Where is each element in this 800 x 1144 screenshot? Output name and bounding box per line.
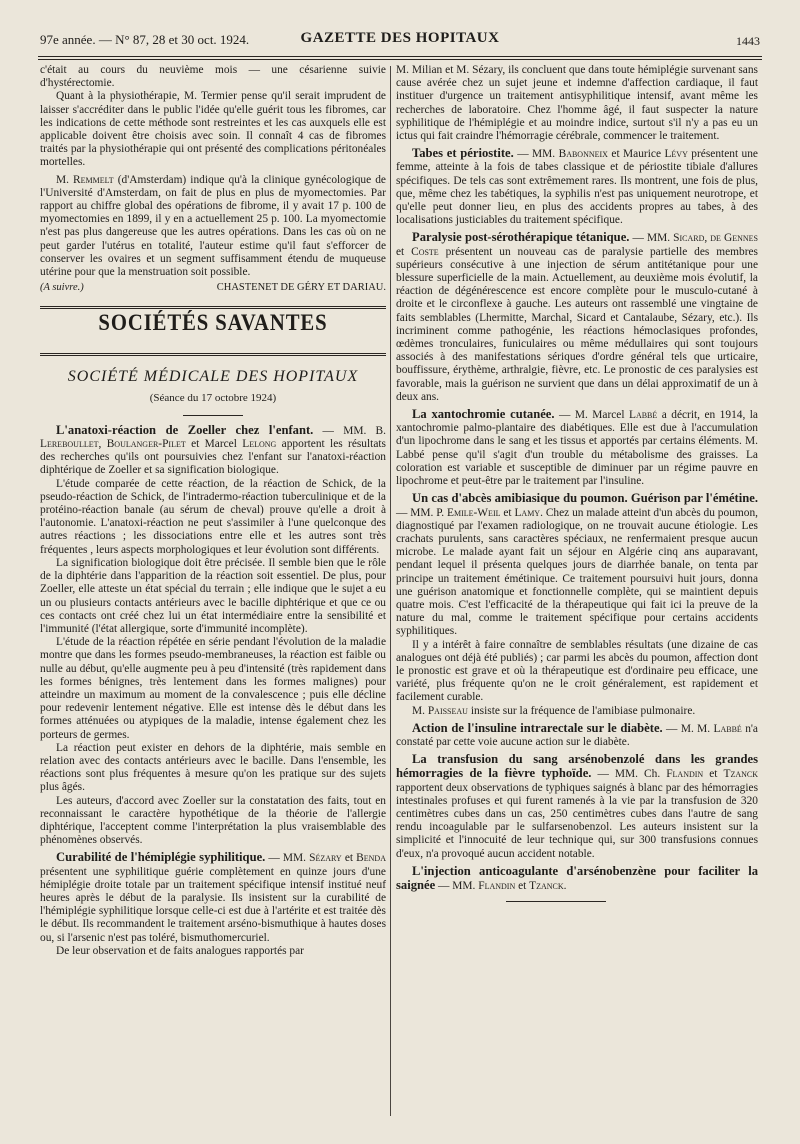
author-name: Labbé: [628, 409, 658, 422]
article-title: L'anatoxi-réaction de Zoeller chez l'enfant.: [56, 422, 314, 437]
separator: [183, 415, 243, 416]
article-title: Curabilité de l'hémiplégie syphilitique.: [56, 850, 266, 865]
author-name: Babonneix: [558, 148, 608, 161]
header-rule-top: [38, 56, 762, 57]
paragraph: De leur observation et de faits analogues rapportés par: [56, 944, 304, 957]
author-name: Labbé: [713, 722, 742, 735]
section-title: SOCIÉTÉS SAVANTES: [98, 310, 328, 336]
page-header: [40, 28, 760, 52]
article-intro: Paralysie post-sérothérapique tétanique. — MM. Sicard, de Gennes et Coste présentent un nouveau cas de paralysie partielle des membres supérieurs consécutive à une injection de sérum antitétanique pour une blessure superficielle de la main. Actuellement, au deuxième mois évolutif, la réaction de dégénérescence est encore complète pour le musculo-cutané à droite et le circonflexe à gauche. Les auteurs ont rassemblé une vingtaine de faits semblables (Lhermitte, Marchal, Sicard et Cantalaube, Sézary, etc.). Ils incriminent comme pathogénie, les réactions hémoclasiques profondes, œdèmes tronculaires, funiculaires ou même médullaires qui sont toujours associés à des manifestations sériques d'ordre général tels que urticaire, bouffissure, érythème, arthralgie, fièvre, etc. Le pronostic de ces paralysies est favorable, mais la guérison ne survient que dans un délai approximatif de un à deux ans.: [396, 230, 758, 403]
author-name: Sézary: [309, 852, 342, 865]
paragraph-text: Chez un malade atteint d'un abcès du poumon, diagnostiqué par l'examen radiologique, on ne trouvait aucune étiologie. Les crachats purulents, sans caractères spéciaux, ne renfermaient presque aucun microbe. Le malade ayant fait un séjour en Algérie cinq ans auparavant, pendant lequel il présenta quelques jours de diarrhée banale, on tenta par principe un traitement émétinique. Ce traitement poursuivi huit jours, donna une guérison anatomique et fonctionnelle complète, qui se maintient depuis quatre mois. C'est l'efficacité de la thérapeutique qui fait ici la preuve de la nature du mal, comme le traitement spécifique pour certains accidents syphilitiques.: [396, 506, 758, 638]
article-intro: L'anatoxi-réaction de Zoeller chez l'enfant. — MM. B. Lereboullet, Boulanger-Pilet et Marcel Lelong apportent les résultats des recherches qu'ils ont poursuivies chez l'enfant sur l'anatoxi-réaction diphtérique de Zoeller et sa signification biologique.: [40, 422, 386, 477]
paragraph: L'étude de la réaction répétée en série pendant l'évolution de la maladie montre que dans les formes pseudo-membraneuses, la réaction est faible ou nulle au début, qu'elle augmente peu à peu d'intensité (très rapidement dans les formes bénignes, très lentement dans les formes malignes) pour atteindre un maximum au moment de la convalescence ; puis elle décline pour redevenir lentement négative. Elle est intense dès le début dans les formes atténuées ou atypiques de la maladie, intense également chez les porteurs de germes.: [40, 636, 386, 741]
end-separator: [506, 901, 606, 902]
paragraph: La signification biologique doit être précisée. Il semble bien que le rôle de la diphtérie dans l'apparition de la réaction soit essentiel. De plus, pour Zoeller, elle atteste un état spécial du terrain ; elle indique que le sujet a eu un ou plusieurs contacts antérieurs avec le bacille diphtérique et que ce ou ces contacts ont créé chez lui un état intermédiaire entre la sensibilité et l'immunité (l'état allergique, sorte d'immunité incomplète).: [40, 556, 386, 635]
paragraph-text: présentent un nouveau cas de paralysie partielle des membres supérieurs consécutive à une injection de sérum antitétanique pour une blessure superficielle de la main. Actuellement, au deuxième mois évolutif, la réaction de dégénérescence est encore complète pour le musculo-cutané à droite et le circonflexe à gauche. Les auteurs ont rassemblé une vingtaine de faits semblables (Lhermitte, Marchal, Sicard et Cantalaube, Sézary, etc.). Ils incriminent comme pathogénie, les réactions hémoclasiques profondes, œdèmes tronculaires, funiculaires ou même médullaires qui sont toujours associés à des manifestations sériques d'ordre général tels que urticaire, bouffissure, érythème, arthralgie, fièvre, etc. Le pronostic de ces paralysies est favorable, mais la guérison ne survient que dans un délai approximatif de un à deux ans.: [396, 245, 758, 403]
paragraph-text: a décrit, en 1914, la xantochromie palmo-plantaire des diabétiques. Elle est due à l'accumulation d'un lipochrome dans le sang et les tissus et apportés par certains éléments. M. Labbé pense qu'il s'agit d'un trouble du métabolisme des graisses. La coloration est variable et susceptible de diminuer par un régime pauvre en lipochrome et peut-être par le traitement par l'insuline.: [396, 409, 758, 488]
author-name: Lévy: [664, 148, 688, 161]
author-name: Paisseau: [427, 704, 468, 717]
section-banner: [40, 306, 386, 356]
article-intro: L'injection anticoagulante d'arsénobenzène pour faciliter la saignée — MM. Flandin et Tzanck.: [396, 863, 758, 892]
paragraph: M. Remmelt (d'Amsterdam) indique qu'à la clinique gynécologique de l'Université d'Amsterdam, on fait de plus en plus de myomectomies. Par rapport au chiffre global des opérations de fibrome, il y avait 17 p. 100 de myomectomies en 1899, il y en a actuellement 25 p. 100. La myomectomie n'est pas plus dangereuse que les autres opérations. Dans les cas où on ne peut garder l'utérus en totalité, l'auteur estime qu'il faut s'efforcer de conserver les ovaires et un segment suffisamment étendu de muqueuse utérine pour que la menstruation soit possible.: [40, 173, 386, 279]
article-title: La transfusion du sang arsénobenzolé dans les grandes hémorragies de la fièvre typhoïde.: [396, 752, 758, 781]
article-title: Un cas d'abcès amibiasique du poumon. Guérison par l'émétine.: [412, 491, 758, 506]
author-name: Flandin: [666, 768, 704, 781]
author-name: Lereboullet, Boulanger-Pilet: [40, 438, 186, 451]
paragraph-text: rapportent deux observations de typhiques saignés à blanc par des hémorragies intestinales profuses et qui furent ramenés à la vie par la transfusion de 320 centimètres cubes dans un cas, 250 centimètres cubes dans l'autre de sang rendu incoagulable par le sulfarsenobenzol. Les auteurs insistent sur la simplicité et l'innocuité de leur technique qui, sur 300 transfusions connues d'eux, n'a provoqué aucun accident notable.: [396, 781, 758, 860]
left-column: [40, 64, 386, 958]
paragraph: M. Milian et M. Sézary, ils concluent que dans toute hémiplégie survenant sans cause avérée chez un sujet jeune et indemne d'affection cardiaque, il faut instituer d'urgence un traitement antisyphilitique intensif, avant même les recherches de laboratoire. Chez l'homme âgé, il faut suspecter la nature syphilitique de l'hémiplégie et au moindre indice, surtout s'il n'y a pas eu un ictus qui fait craindre l'hémorragie cérébrale, commencer le traitement.: [396, 64, 758, 143]
paragraph: c'était au cours du neuvième mois — une césarienne suivie d'hystérectomie.: [40, 64, 386, 90]
article-title: L'injection anticoagulante d'arsénobenzène pour faciliter la saignée: [396, 863, 758, 892]
article-title: Paralysie post-sérothérapique tétanique.: [412, 230, 630, 245]
article-title: Tabes et périostite.: [412, 146, 514, 161]
article-intro: Action de l'insuline intrarectale sur le diabète. — M. M. Labbé n'a constaté par cette voie aucune action sur le diabète.: [396, 720, 758, 748]
author-name: Remmelt: [73, 173, 114, 186]
paragraph-text: présentent une syphilitique guérie complètement en quinze jours d'une hémiplégie droite totale par un traitement spécifique intensif institué neuf heures après le début de la paralysie. Ils insistent sur la curabilité de l'hémiplégie syphilitique lorsque celle-ci est due à l'artérite et est traitée dès le début. Ils recommandent le traitement arséno-bismuthique à hautes doses ou, si l'arsenic n'est pas toléré, bismuthomercuriel.: [40, 865, 386, 944]
article-intro: La transfusion du sang arsénobenzolé dans les grandes hémorragies de la fièvre typhoïde. — MM. Ch. Flandin et Tzanck rapportent deux observations de typhiques saignés à blanc par des hémorragies intestinales profuses et qui furent ramenés à la vie par la transfusion de 320 centimètres cubes dans un cas, 250 centimètres cubes dans l'autre de sang rendu incoagulable par le sulfarsenobenzol. Les auteurs insistent sur la simplicité et l'innocuité de leur technique qui, sur 300 transfusions connues d'eux, n'a provoqué aucun accident notable.: [396, 752, 759, 860]
author-name: Coste: [411, 245, 439, 258]
article-title: Action de l'insuline intrarectale sur le diabète.: [412, 720, 663, 735]
article-authors: CHASTENET DE GÉRY ET DARIAU.: [216, 282, 386, 294]
right-column: [396, 64, 758, 902]
article-intro: Un cas d'abcès amibiasique du poumon. Guérison par l'émétine. — MM. P. Emile-Weil et Lamy. Chez un malade atteint d'un abcès du poumon, diagnostiqué par l'examen radiologique, on ne trouvait aucune étiologie. Les crachats purulents, sans caractères spéciaux, ne renfermaient presque aucun microbe. Le malade ayant fait un séjour en Algérie cinq ans auparavant, pendant lequel il présenta quelques jours de diarrhée banale, on tenta par principe un traitement émétinique. Ce traitement poursuivi huit jours, donna une guérison anatomique et fonctionnelle complète, qui se maintient depuis quatre mois. C'est l'efficacité de la thérapeutique qui fait ici la preuve de la nature du mal, comme le traitement spécifique pour certains accidents syphilitiques.: [396, 491, 758, 638]
author-name: Lamy: [514, 506, 541, 519]
paragraph-text: (d'Amsterdam) indique qu'à la clinique gynécologique de l'Université d'Amsterdam, on fait de plus en plus de myomectomies. Par rapport au chiffre global des opérations de fibrome, il y avait 17 p. 100 de myomectomies en 1899, il y en a actuellement 25 p. 100. La myomectomie n'est pas plus dangereuse que les autres opérations. Dans les cas où on ne peut garder l'utérus en totalité, l'auteur estime qu'il faut s'efforcer de conserver les ovaires et un segment suffisamment étendu de muqueuse utérine pour que la menstruation soit possible.: [40, 173, 386, 279]
header-issue: 97e année. — N° 87, 28 et 30 oct. 1924.: [40, 32, 250, 47]
article-title: La xantochromie cutanée.: [412, 407, 555, 422]
paragraph: Quant à la physiothérapie, M. Termier pense qu'il serait imprudent de laisser s'accréditer dans le public l'idée qu'elle guérit tous les fibromes, car les indications de cette méthode sont restreintes et les cas auxquels elle est applicable doivent être choisis avec soin. Il connaît 4 cas de fibromes traités par la physiothérapie qui ont présenté des complications péritonéales mortelles.: [40, 90, 386, 169]
session-date: (Séance du 17 octobre 1924): [149, 391, 277, 404]
to-follow-note: (A suivre.): [40, 282, 84, 294]
article-intro: Curabilité de l'hémiplégie syphilitique. — MM. Sézary et Benda présentent une syphilitique guérie complètement en quinze jours d'une hémiplégie droite totale par un traitement spécifique intensif institué neuf heures après le début de la paralysie. Ils insistent sur la curabilité de l'hémiplégie syphilitique lorsque celle-ci est due à l'artérite et est traitée dès le début. Ils recommandent le traitement arséno-bismuthique à hautes doses ou, si l'arsenic n'est pas toléré, bismuthomercuriel.: [40, 850, 386, 944]
author-name: Lelong: [242, 438, 277, 451]
article-intro: La xantochromie cutanée. — M. Marcel Labbé a décrit, en 1914, la xantochromie palmo-plantaire des diabétiques. Elle est due à l'accumulation d'un lipochrome dans le sang et les tissus et apportés par certains éléments. M. Labbé pense qu'il s'agit d'un trouble du métabolisme des graisses. La coloration est variable et susceptible de diminuer par un régime pauvre en lipochrome et peut-être par le traitement par l'insuline.: [396, 407, 758, 488]
paragraph-text: présentent une femme, atteinte à la fois de tabes classique et de périostite tibiale d'allures spécifiques. De tels cas sont extrêmement rares. Ils montrent, une fois de plus, que, même chez les tabétiques, la syphilis n'est pas uniquement neurotrope, et qu'elle peut donner lieu, en plus des accidents propres au tabes, à des localisations justiciables du traitement spécifique.: [396, 148, 758, 227]
paragraph: M. Paisseau insiste sur la fréquence de l'amibiase pulmonaire.: [412, 704, 696, 717]
author-name: Tzanck.: [529, 879, 567, 892]
column-divider: [390, 66, 391, 1116]
author-name: Emile-Weil: [447, 506, 501, 519]
author-name: Sicard, de Gennes: [673, 232, 758, 245]
author-name: Benda: [356, 852, 386, 865]
author-name: Flandin: [478, 879, 516, 892]
society-name: SOCIÉTÉ MÉDICALE DES HOPITAUX: [67, 368, 359, 386]
header-rule-bottom: [38, 59, 762, 60]
paragraph: Les auteurs, d'accord avec Zoeller sur la constatation des faits, tout en reconnaissant le caractère hypothétique de la théorie de l'allergie diphtérique, l'acceptent comme l'interprétation la plus vraisemblable des phénomènes observés.: [40, 794, 386, 847]
paragraph: Il y a intérêt à faire connaître de semblables résultats (une dizaine de cas analogues ont déjà été publiés) ; car parmi les abcès du poumon, affection dont le pronostic est grave et où la thérapeutique est d'ordinaire peu efficace, une variété, plus fréquente qu'on ne le croit généralement, est rapidement et facilement curable.: [396, 638, 758, 704]
paragraph-text: n'a constaté par cette voie aucune action sur le diabète.: [396, 722, 758, 748]
article-intro: Tabes et périostite. — MM. Babonneix et Maurice Lévy présentent une femme, atteinte à la fois de tabes classique et de périostite tibiale d'allures spécifiques. De tels cas sont extrêmement rares. Ils montrent, une fois de plus, que, même chez les tabétiques, la syphilis n'est pas uniquement neurotrope, et qu'elle peut donner lieu, en plus des accidents propres au tabes, à des localisations justiciables du traitement spécifique.: [396, 146, 758, 227]
header-page-number: 1443: [736, 34, 760, 48]
paragraph-text: insiste sur la fréquence de l'amibiase pulmonaire.: [470, 704, 696, 717]
header-journal-title: GAZETTE DES HOPITAUX: [300, 30, 500, 46]
signature-line: [40, 281, 386, 294]
author-name: Tzanck: [723, 768, 759, 781]
paragraph-text: apportent les résultats des recherches qu'ils ont poursuivies chez l'enfant sur l'anatoxi-réaction diphtérique de Zoeller et sa signification biologique.: [40, 438, 386, 477]
paragraph: La réaction peut exister en dehors de la diphtérie, mais semble en relation avec des contacts antérieurs avec le bacille. Dans l'ensemble, les réactions sont plus fréquentes à mesure qu'on les pratique sur des sujets plus âgés.: [40, 741, 386, 794]
paragraph: L'étude comparée de cette réaction, de la réaction de Schick, de la pseudo-réaction de Schick, de l'intradermo-réaction tuberculinique et de la protéino-réaction banale (au sérum de cheval) prouve qu'elle a droit à l'autonomie. L'anatoxi-réaction ne peut s'assimiler à l'une quelconque des autres réactions ; les dissociations entre elle et les autres sont très fréquentes , leurs aspects morphologiques et leur évolution sont différents.: [40, 477, 386, 556]
